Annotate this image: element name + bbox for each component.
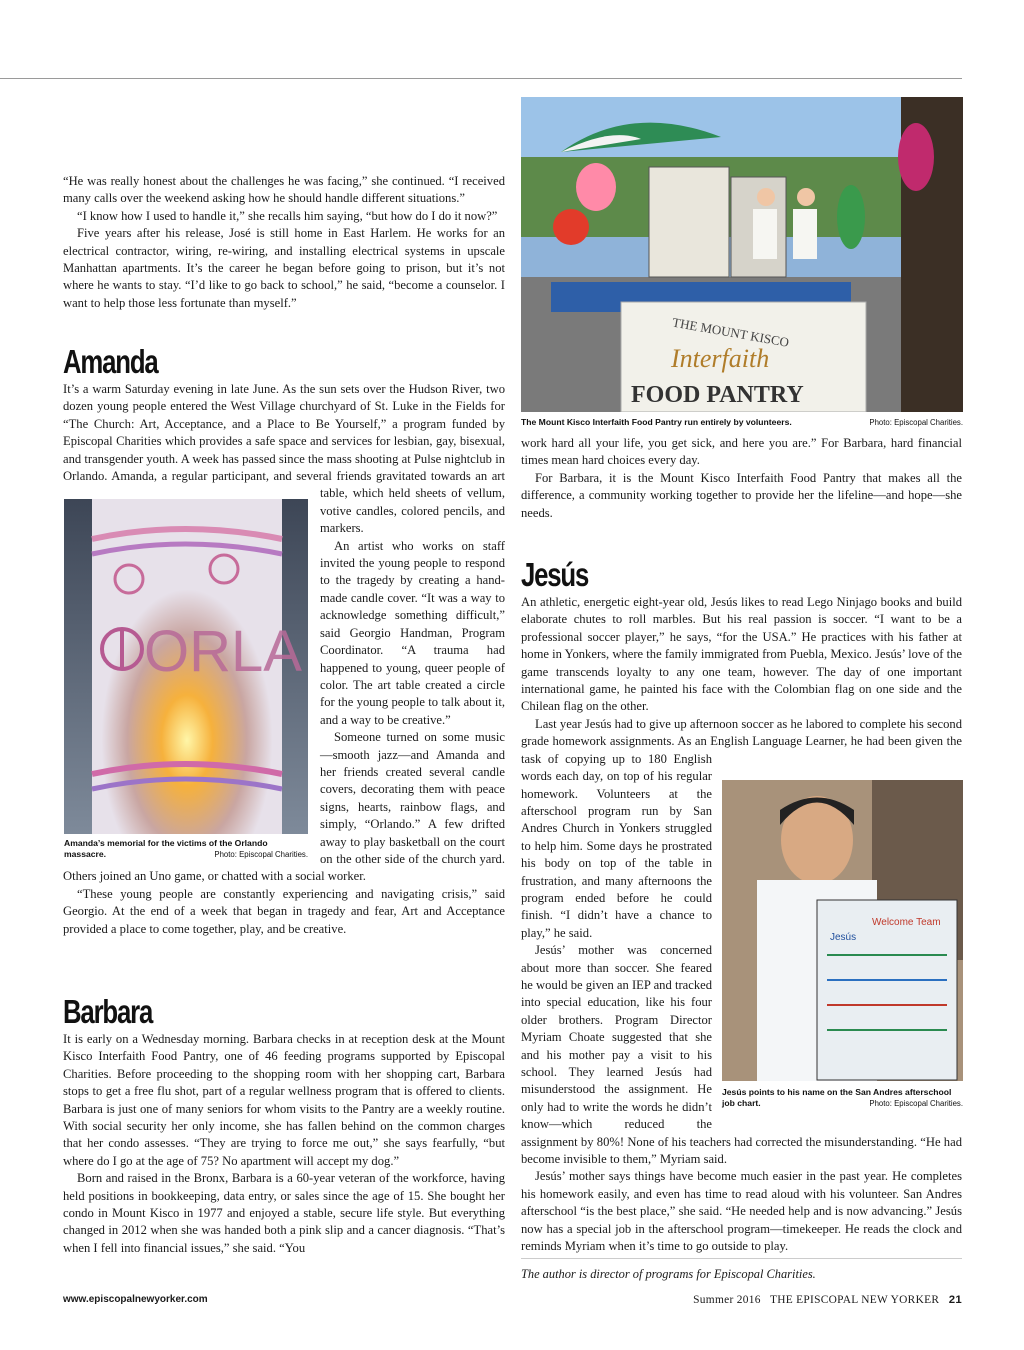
banner-line-2: Interfaith [671, 344, 770, 373]
chart-name: Jesús [830, 932, 857, 943]
paragraph: An artist who works on staff invited the young people to respond to the tragedy by creating a hand-made candle cover. “It was a way to acknowledge something difficult,” said Georgio Handman, Program Coordinator. “A trauma had happened to young, queer people of color. The art table created a circle for the young people to talk about it, and a way to be creative.” [320, 538, 505, 727]
pantry-photo-caption [521, 417, 963, 428]
banner-line-1: THE MOUNT KISCO [671, 314, 791, 350]
caption-text: The Mount Kisco Interfaith Food Pantry run entirely by volunteers. [521, 417, 792, 427]
caption-text: Amanda’s memorial for the victims of the Orlando massacre. [64, 838, 268, 859]
amanda-candle-photo [64, 499, 308, 834]
footer-website[interactable]: www.episcopalnewyorker.com [63, 1294, 208, 1305]
author-note: The author is director of programs for Episcopal Charities. [521, 1258, 962, 1282]
paragraph: work hard all your life, you get sick, and here you are.” For Barbara, hard financial times mean hard choices every day. [521, 436, 962, 468]
amanda-photo-caption [64, 838, 308, 860]
paragraph: It’s a warm Saturday evening in late June. As the sun sets over the Hudson River, two dozen young people entered the West Village churchyard of St. Luke in the Fields for “The Church: Art, Acceptance, and a Place to Be Yourself,” a program funded by Episcopal Charities which provides a safe space and services for lesbian, gay, bisexual, and transgender youth. A week has passed since the mass shooting at Pulse nightclub in Orlando. Amanda, a regular participant, and several friends gravitated towards an art table, which held sheets of vellum, votive candles, colored pencils, and markers. [63, 382, 505, 536]
paragraph: Last year Jesús had to give up afternoon soccer as he labored to complete his second grade homework assignments. As an English Language Learner, he had been given the task of copying up to 180 English words each day, on top of his regular homework. Volunteers at the afterschool program run by San Andres Church in Yonkers struggled to help him. Some days he prostrated his body on top of the table in frustration, and many afternoons the program ended before he could finish. “I didn’t have a chance to play,” he said. [521, 716, 962, 940]
footer-issue: Summer 2016 [693, 1294, 761, 1306]
banner-line-3: FOOD PANTRY [631, 382, 804, 408]
paragraph: For Barbara, it is the Mount Kisco Interfaith Food Pantry that makes all the difference, a community working together to provide her the lifeline—and hope—she needs. [521, 470, 962, 520]
candle-illustration [64, 499, 308, 834]
paragraph: It is early on a Wednesday morning. Barbara checks in at reception desk at the Mount Kisco Interfaith Food Pantry, one of 46 feeding programs supported by Episcopal Charities. Before proceeding to the shopping room with her shopping cart, Barbara stops to get a free flu shot, part of a regular wellness program that is offered to clients. Barbara is just one of many seniors for whom visits to the Pantry are a weekly routine. With social security her only income, she has fallen behind on the common charges that her condo assesses. “They are trying to force me out,” she says fearfully, “but where do I go at the age of 75? No apartment will accept my dog.” [63, 1032, 505, 1168]
photo-credit: Photo: Episcopal Charities. [869, 1099, 963, 1108]
section-heading-barbara: Barbara [63, 993, 153, 1030]
food-pantry-photo [521, 97, 963, 412]
jesus-illustration [722, 780, 963, 1081]
photo-credit: Photo: Episcopal Charities. [869, 418, 963, 427]
jesus-photo [722, 780, 963, 1081]
paragraph: Five years after his release, José is still home in East Harlem. He works for an electrical contractor, wiring, re-wiring, and installing electrical systems in upscale Manhattan apartments. It’s the career he began before going to prison, but it’s not where he wants to stay. “I’d like to go back to school,” he said, “become a counselor. I want to help those less fortunate than myself.” [63, 226, 505, 310]
amanda-heading-block [63, 343, 505, 381]
jesus-photo-caption [722, 1087, 963, 1109]
paragraph: An athletic, energetic eight-year old, Jesús likes to read Lego Ninjago books and build elaborate chutes to roll marbles. But his real passion is soccer. “I want to be a professional soccer player,” he says, “for the USA.” He practices with his father at home in Yonkers, where the family immigrated from Puebla, Mexico. Jesús’ love of the game transcends loyalty to any one team, however. The day of one important international game, he painted his face with the Colombian flag on one side and the Chilean flag on the other. [521, 595, 962, 714]
paragraph: Jesús’ mother says things have become much easier in the past year. He completes his homework easily, and even has time to read aloud with his volunteer. San Andres afterschool “is the best place,” she said. “He needed help and is now advancing.” Jesús now has a special job in the afterschool program—timekeeper. He reads the clock and reminds Myriam when it’s time to go outside to play. [521, 1169, 962, 1254]
section-heading-amanda: Amanda [63, 343, 158, 380]
footer-issue-info [693, 1294, 962, 1306]
left-column [63, 173, 505, 312]
paragraph: Born and raised in the Bronx, Barbara is a 60-year veteran of the workforce, having held positions in bookkeeping, data entry, or sales since the age of 15. She bought her condo in Mount Kisco in 1977 and enjoyed a stable, secure life style. But everything changed in 2012 when she was handed both a pink slip and a cancer diagnosis. “That’s when I fell into financial issues,” she said. “You [63, 1171, 505, 1255]
paragraph: Jesús’ mother was concerned about more than soccer. She feared he would be given an IEP and tracked into special education, like his four older brothers. Program Director Myriam Choate suggested that she and his mother pay a visit to his school. They learned Jesús had misunderstood the assignment. He only had to write the words he didn’t know—which reduced the assignment by 80%! None of his teachers had corrected the misunderstanding. “He had become invisible to them,” Myriam said. [521, 943, 962, 1167]
paragraph: “These young people are constantly experiencing and navigating crisis,” said Georgio. At the end of a week that began in tragedy and fear, Art and Acceptance provided a place to come together, play, and be creative. [63, 886, 505, 936]
barbara-section [63, 993, 505, 1257]
pantry-illustration [521, 97, 963, 412]
page-number: 21 [948, 1294, 962, 1306]
section-heading-jesus: Jesús [521, 556, 589, 594]
paragraph: Someone turned on some music—smooth jazz—and Amanda and her friends created several candle covers, decorating them with peace signs, hearts, rainbow flags, and simply, “Orlando.” A few drifted away to play basketball on the court on the other side of the church yard. Others joined an Uno game, or chatted with a social worker. [63, 730, 505, 884]
paragraph: “I know how I used to handle it,” she recalls him saying, “but how do I do it now?” [77, 208, 498, 223]
photo-credit: Photo: Episcopal Charities. [214, 850, 308, 859]
paragraph: “He was really honest about the challenges he was facing,” she continued. “I received many calls over the weekend asking how he should handle different situations.” [63, 174, 505, 206]
caption-text: Jesús points to his name on the San Andres afterschool job chart. [722, 1087, 952, 1108]
chart-title: Welcome Team [872, 917, 941, 928]
top-rule [0, 78, 962, 79]
footer-publication: THE EPISCOPAL NEW YORKER [769, 1294, 940, 1306]
candle-text: ORLA [144, 619, 302, 684]
intro-section [63, 173, 505, 312]
